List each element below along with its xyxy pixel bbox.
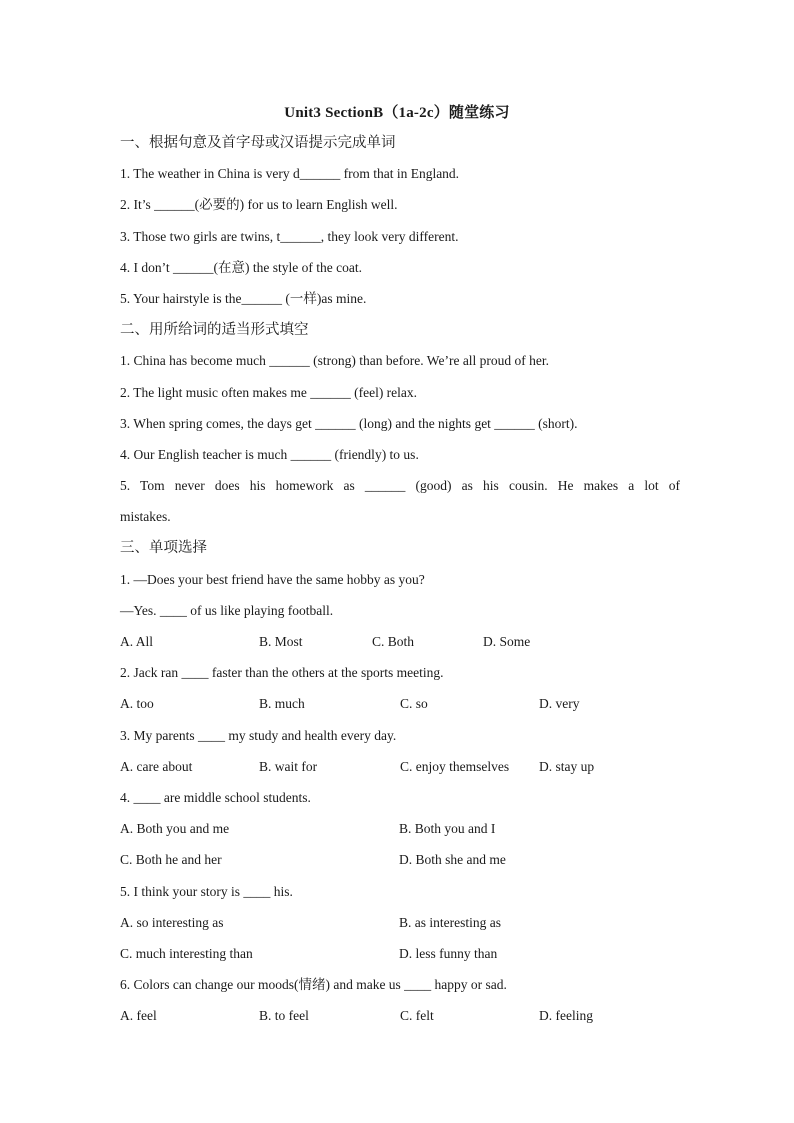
section1-item-4: 4. I don’t ______(在意) the style of the coat.	[120, 259, 362, 275]
section2-item-5-line1: 5. Tom never does his homework as ______ (good) as his cousin. He makes a lot of	[120, 478, 680, 494]
q6-option-d: D. feeling	[539, 1008, 593, 1024]
q4-option-b: B. Both you and I	[399, 821, 496, 837]
q4-option-d: D. Both she and me	[399, 852, 506, 868]
q2-options	[120, 694, 680, 725]
q2-option-b: B. much	[259, 696, 305, 712]
q3-option-c: C. enjoy themselves	[400, 758, 510, 774]
section2-item-5-line2: mistakes.	[120, 509, 171, 525]
section1-item-3: 3. Those two girls are twins, t______, they look very different.	[120, 228, 459, 244]
q1-stem: 1. —Does your best friend have the same hobby as you?	[120, 571, 425, 587]
q6-option-a: A. feel	[120, 1008, 157, 1024]
section1-item-2: 2. It’s ______(必要的) for us to learn English well.	[120, 197, 398, 213]
q6-stem: 6. Colors can change our moods(情绪) and make us ____ happy or sad.	[120, 977, 507, 993]
q5-option-b: B. as interesting as	[399, 914, 501, 930]
q6-option-c: C. felt	[400, 1008, 434, 1024]
q4-option-c: C. Both he and her	[120, 852, 222, 868]
section1-item-5: 5. Your hairstyle is the______ (一样)as mine.	[120, 290, 367, 306]
q3-stem: 3. My parents ____ my study and health every day.	[120, 727, 397, 743]
page-title: Unit3 SectionB（1a-2c）随堂练习	[284, 105, 510, 121]
q5-option-a: A. so interesting as	[120, 914, 224, 930]
q6-options	[120, 1006, 680, 1037]
q2-option-a: A. too	[120, 696, 154, 712]
q3-option-d: D. stay up	[539, 758, 595, 774]
q1-option-d: D. Some	[483, 634, 531, 649]
section2-item-4: 4. Our English teacher is much ______ (friendly) to us.	[120, 446, 419, 462]
section1-item-1: 1. The weather in China is very d______ from that in England.	[120, 166, 460, 182]
q1-option-a: A. All	[120, 634, 154, 649]
q3-option-a: A. care about	[120, 758, 193, 774]
section3-heading: 三、单项选择	[120, 540, 207, 557]
q1-stem-reply: —Yes. ____ of us like playing football.	[120, 602, 334, 618]
section2-item-2: 2. The light music often makes me ______ (feel) relax.	[120, 384, 418, 400]
q5-stem: 5. I think your story is ____ his.	[120, 883, 293, 899]
q2-option-c: C. so	[400, 696, 428, 712]
q2-stem: 2. Jack ran ____ faster than the others at the sports meeting.	[120, 665, 444, 681]
section2-item-3: 3. When spring comes, the days get ______ (long) and the nights get ______ (short).	[120, 415, 578, 431]
q4-stem: 4. ____ are middle school students.	[120, 789, 311, 805]
q3-options	[120, 757, 680, 788]
worksheet-content	[120, 133, 680, 1037]
q4-options-cd	[120, 850, 680, 881]
section2-heading: 二、用所给词的适当形式填空	[120, 322, 309, 339]
section2-item-1: 1. China has become much ______ (strong) than before. We’re all proud of her.	[120, 353, 550, 369]
q5-options-ab	[120, 913, 680, 944]
q3-option-b: B. wait for	[259, 758, 318, 774]
q1-options	[120, 632, 680, 663]
section1-heading: 一、根据句意及首字母或汉语提示完成单词	[120, 135, 396, 151]
q2-option-d: D. very	[539, 696, 580, 712]
q5-option-d: D. less funny than	[399, 945, 498, 961]
q6-option-b: B. to feel	[259, 1008, 309, 1024]
q1-option-b: B. Most	[259, 634, 303, 649]
q4-options-ab	[120, 819, 680, 850]
q4-option-a: A. Both you and me	[120, 821, 230, 837]
q5-option-c: C. much interesting than	[120, 945, 253, 961]
q1-option-c: C. Both	[372, 634, 415, 649]
q5-options-cd	[120, 944, 680, 975]
